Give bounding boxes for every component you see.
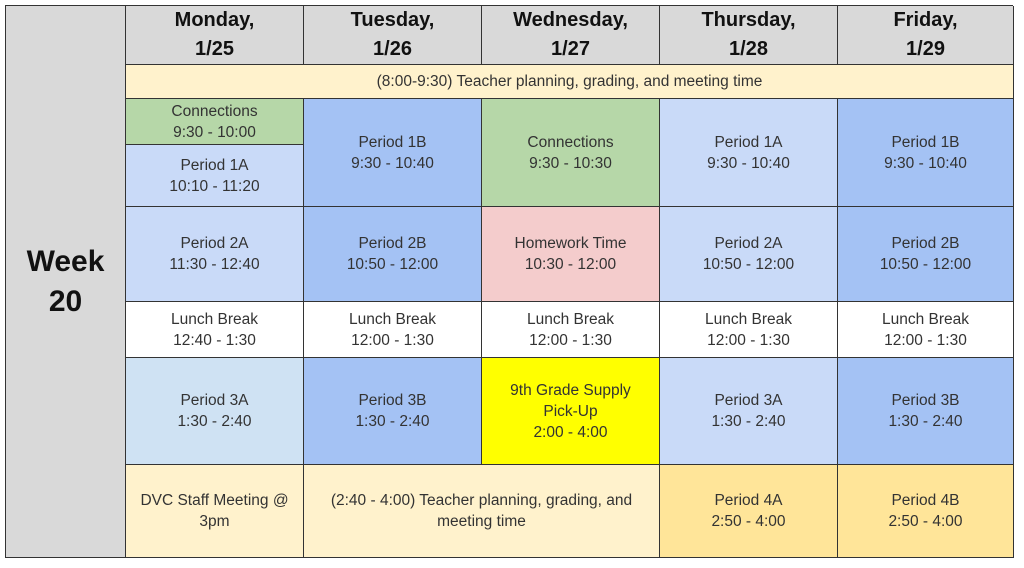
event-time: 1:30 - 2:40 xyxy=(888,413,963,430)
event-time: 10:50 - 12:00 xyxy=(346,256,439,273)
day-name: Friday, xyxy=(893,9,958,31)
tuesday-period-3b xyxy=(304,358,482,465)
event-title-line1: 9th Grade Supply xyxy=(510,381,631,399)
monday-dvc-staff-meeting xyxy=(126,465,304,558)
event-time: 10:30 - 12:00 xyxy=(524,256,617,273)
friday-period-1b xyxy=(838,99,1014,207)
week-word: Week xyxy=(26,244,105,278)
afternoon-planning-block xyxy=(304,465,660,558)
event-title: Lunch Break xyxy=(170,310,259,328)
event-title: Period 4B xyxy=(891,492,960,509)
thursday-lunch xyxy=(660,302,838,358)
event-time: 10:50 - 12:00 xyxy=(702,256,795,273)
event-title: Lunch Break xyxy=(881,310,970,328)
afternoon-planning-line2: meeting time xyxy=(437,513,526,530)
event-title: Lunch Break xyxy=(704,310,793,328)
tuesday-period-1b xyxy=(304,99,482,207)
event-time: 2:50 - 4:00 xyxy=(888,513,963,530)
event-time: 12:00 - 1:30 xyxy=(529,331,612,349)
event-title: Period 1A xyxy=(714,133,783,151)
wednesday-connections xyxy=(482,99,660,207)
wednesday-lunch xyxy=(482,302,660,358)
event-title: Lunch Break xyxy=(348,310,437,328)
wednesday-homework-time xyxy=(482,207,660,302)
event-time: 1:30 - 2:40 xyxy=(355,413,430,430)
monday-period-1a xyxy=(126,145,304,207)
event-time: 10:10 - 11:20 xyxy=(169,177,260,195)
thursday-period-4a xyxy=(660,465,838,558)
event-title: Homework Time xyxy=(514,235,627,252)
event-time: 12:00 - 1:30 xyxy=(884,331,967,349)
day-header-thursday xyxy=(660,6,838,65)
event-title: Period 1A xyxy=(180,156,249,174)
event-title: Period 4A xyxy=(714,492,783,509)
week-label xyxy=(6,6,126,558)
day-name: Wednesday, xyxy=(513,9,628,31)
event-time: 12:00 - 1:30 xyxy=(707,331,790,349)
day-name: Thursday, xyxy=(701,9,796,31)
day-date: 1/26 xyxy=(373,38,412,60)
friday-period-3b xyxy=(838,358,1014,465)
event-time: 9:30 - 10:30 xyxy=(529,154,612,172)
day-header-friday xyxy=(838,6,1014,65)
week-number: 20 xyxy=(48,284,83,318)
thursday-period-3a xyxy=(660,358,838,465)
event-title: Period 3B xyxy=(891,392,960,409)
event-title: Period 3A xyxy=(714,392,783,409)
event-title: Lunch Break xyxy=(526,310,615,328)
wednesday-supply-pickup xyxy=(482,358,660,465)
day-date: 1/27 xyxy=(551,38,590,60)
morning-planning-text: (8:00-9:30) Teacher planning, grading, and meeting time xyxy=(376,73,763,90)
event-title: Period 2A xyxy=(180,235,249,252)
day-header-tuesday xyxy=(304,6,482,65)
event-time: 12:00 - 1:30 xyxy=(351,331,434,349)
event-title: Period 2B xyxy=(891,235,960,252)
thursday-period-2a xyxy=(660,207,838,302)
event-title: Connections xyxy=(527,133,614,151)
friday-period-4b xyxy=(838,465,1014,558)
event-title-line1: DVC Staff Meeting @ xyxy=(140,492,289,509)
tuesday-period-2b xyxy=(304,207,482,302)
event-title: Connections xyxy=(171,102,258,120)
event-time: 9:30 - 10:40 xyxy=(351,154,434,172)
event-time: 9:30 - 10:40 xyxy=(707,154,790,172)
event-time: 2:00 - 4:00 xyxy=(533,423,608,441)
day-name: Monday, xyxy=(174,9,255,31)
monday-connections xyxy=(126,99,304,145)
event-title-line2: 3pm xyxy=(199,513,230,530)
schedule-table xyxy=(5,5,1013,558)
tuesday-lunch xyxy=(304,302,482,358)
event-time: 1:30 - 2:40 xyxy=(177,413,252,430)
morning-planning-block xyxy=(126,65,1014,99)
event-time: 10:50 - 12:00 xyxy=(879,256,972,273)
monday-period-2a xyxy=(126,207,304,302)
thursday-period-1a xyxy=(660,99,838,207)
event-title: Period 3A xyxy=(180,392,249,409)
day-header-wednesday xyxy=(482,6,660,65)
event-time: 9:30 - 10:00 xyxy=(173,123,256,141)
event-time: 12:40 - 1:30 xyxy=(173,331,256,349)
event-title: Period 3B xyxy=(358,392,427,409)
event-title-line2: Pick-Up xyxy=(543,402,598,420)
friday-lunch xyxy=(838,302,1014,358)
monday-lunch xyxy=(126,302,304,358)
event-title: Period 1B xyxy=(358,133,427,151)
day-header-monday xyxy=(126,6,304,65)
event-title: Period 2A xyxy=(714,235,783,252)
event-title: Period 2B xyxy=(358,235,427,252)
day-name: Tuesday, xyxy=(350,9,435,31)
event-time: 2:50 - 4:00 xyxy=(711,513,786,530)
event-time: 11:30 - 12:40 xyxy=(169,256,260,273)
event-time: 1:30 - 2:40 xyxy=(711,413,786,430)
friday-period-2b xyxy=(838,207,1014,302)
day-date: 1/28 xyxy=(729,38,768,60)
monday-period-3a xyxy=(126,358,304,465)
event-time: 9:30 - 10:40 xyxy=(884,154,967,172)
day-date: 1/25 xyxy=(195,38,234,60)
event-title: Period 1B xyxy=(891,133,960,151)
day-date: 1/29 xyxy=(906,38,945,60)
afternoon-planning-line1: (2:40 - 4:00) Teacher planning, grading, and xyxy=(330,492,633,509)
